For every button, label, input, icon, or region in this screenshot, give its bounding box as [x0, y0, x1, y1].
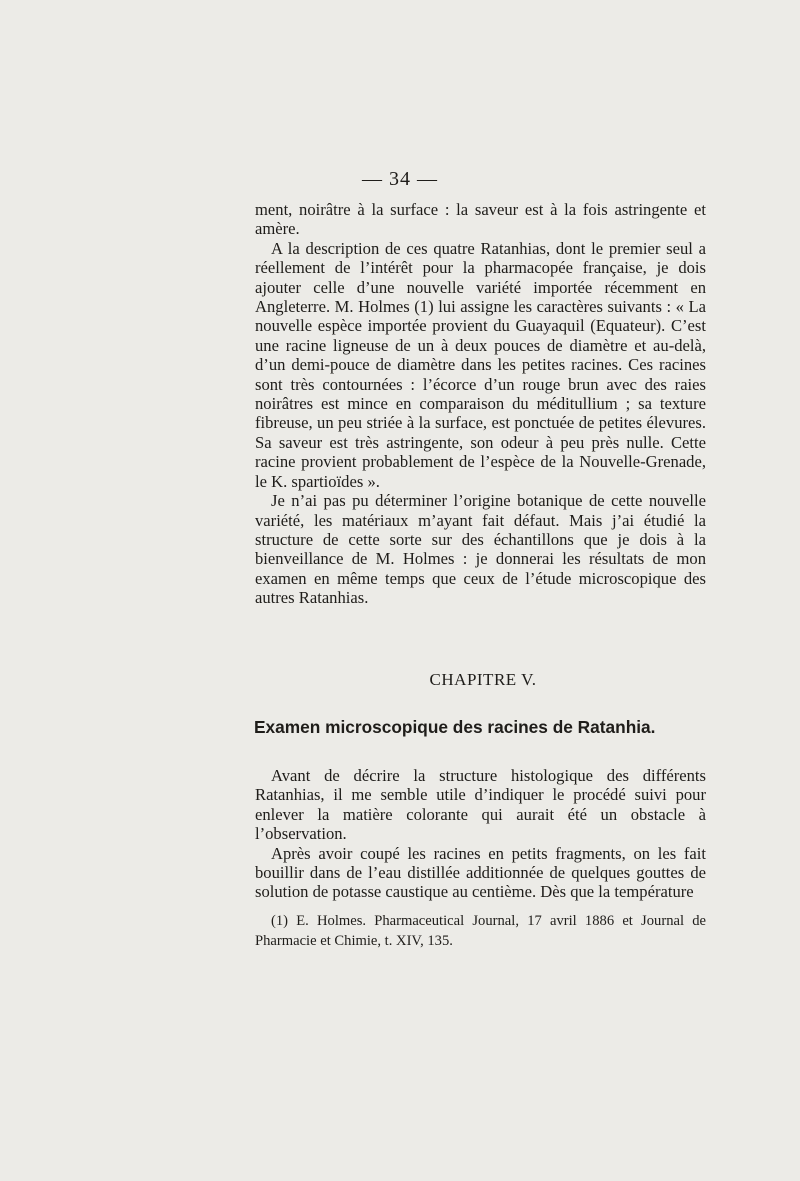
page-number: — 34 — [362, 168, 438, 190]
paragraph: Après avoir coupé les racines en petits fragments, on les fait bouillir dans de l’eau distillée additionnée de quelques gouttes de solution de potasse caustique au centième. Dès que la température [255, 843, 706, 902]
paragraph: Je n’ai pas pu déterminer l’origine botanique de cette nouvelle variété, les matériaux m’ayant fait défaut. Mais j’ai étudié la structure de cette sorte sur des échantillons que je dois à la bienveillance de M. Holmes : je donnerai les résultats de mon examen en même temps que ceux de l’étude microscopique des autres Ratanhias. [255, 491, 706, 608]
body-text [255, 200, 706, 608]
footnote-text: (1) E. Holmes. Pharmaceutical Journal, 17 avril 1886 et Journal de Pharmacie et Chimie, t. XIV, 135. [255, 913, 706, 949]
chapter-heading: CHAPITRE V. [429, 670, 537, 689]
paragraph: A la description de ces quatre Ratanhias, dont le premier seul a réellement de l’intérêt pour la pharmacopée française, je dois ajouter celle d’une nouvelle variété importée récemment en Angleterre. M. Holmes (1) lui assigne les caractères suivants : « La nouvelle espèce importée provient du Guayaquil (Equateur). C’est une racine ligneuse de un à deux pouces de diamètre et au-delà, d’un demi-pouce de diamètre dans les petites racines. Ces racines sont très contournées : l’écorce d’un rouge brun avec des raies noirâtres est mince en comparaison du méditullium ; sa texture fibreuse, un peu striée à la surface, est ponctuée de petites élevures. Sa saveur est très astringente, son odeur à peu près nulle. Cette racine provient probablement de l’espèce de la Nouvelle-Grenade, le K. spartioïdes ». [255, 238, 706, 491]
section-body-text [255, 766, 706, 902]
paragraph: ment, noirâtre à la surface : la saveur est à la fois astringente et amère. [255, 200, 706, 239]
paragraph: Avant de décrire la structure histologique des différents Ratanhias, il me semble utile d’indiquer le procédé suivi pour enlever la matière colorante qui aurait été un obstacle à l’observation. [255, 766, 706, 844]
footnote [255, 911, 706, 951]
section-heading: Examen microscopique des racines de Ratanhia. [254, 717, 656, 737]
